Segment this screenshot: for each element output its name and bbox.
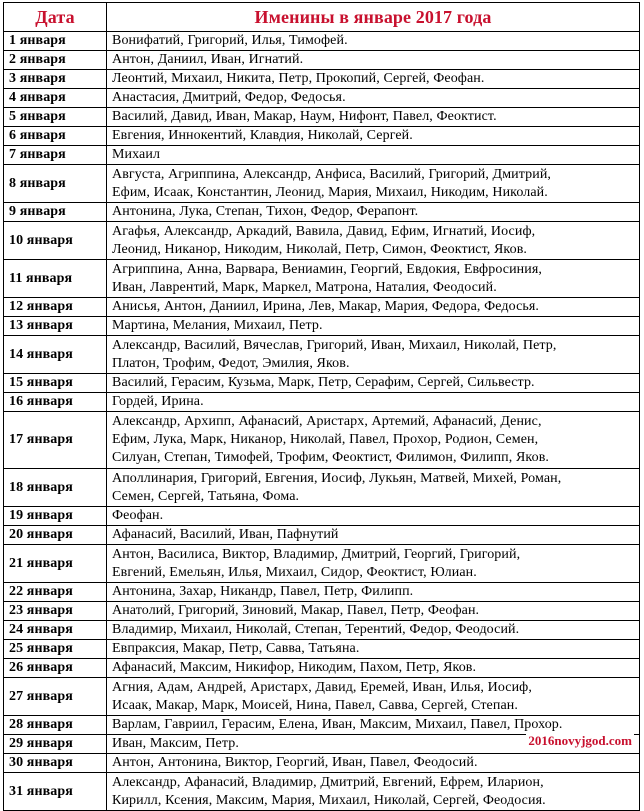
names-line: Гордей, Ирина.: [112, 394, 204, 409]
row-date: 19 января: [4, 507, 107, 526]
table-row: [4, 412, 640, 469]
names-line: Анастасия, Дмитрий, Федор, Федосья.: [112, 90, 346, 105]
table-row: [4, 32, 640, 51]
row-date: 11 января: [4, 260, 107, 298]
row-names: [107, 659, 640, 678]
names-line: Агриппина, Анна, Варвара, Вениамин, Георгий, Евдокия, Евфросиния,: [112, 261, 542, 277]
row-date: 29 января: [4, 735, 107, 754]
table-row: [4, 469, 640, 507]
names-line: Вонифатий, Григорий, Илья, Тимофей.: [112, 33, 348, 48]
names-line: Иван, Максим, Петр.: [112, 736, 239, 751]
table-row: [4, 621, 640, 640]
row-names: [107, 298, 640, 317]
row-names: [107, 203, 640, 222]
names-line: Варлам, Гавриил, Герасим, Елена, Иван, Максим, Михаил, Павел, Прохор.: [112, 717, 563, 732]
row-names: [107, 602, 640, 621]
names-line: Анатолий, Григорий, Зиновий, Макар, Павел, Петр, Феофан.: [112, 603, 480, 618]
names-line: Евгений, Емельян, Илья, Михаил, Сидор, Феоктист, Юлиан.: [112, 564, 477, 580]
names-line: Кирилл, Ксения, Максим, Мария, Михаил, Николай, Сергей, Феодосия.: [112, 792, 546, 808]
names-line: Александр, Архипп, Афанасий, Аристарх, Артемий, Афанасий, Денис,: [112, 414, 542, 429]
row-names: [107, 393, 640, 412]
row-date: 15 января: [4, 374, 107, 393]
names-line: Мартина, Мелания, Михаил, Петр.: [112, 318, 323, 333]
table-row: [4, 754, 640, 773]
row-names: [107, 640, 640, 659]
names-line: Леонтий, Михаил, Никита, Петр, Прокопий, Сергей, Феофан.: [112, 71, 485, 86]
names-line: Леонид, Никанор, Никодим, Николай, Петр, Симон, Феоктист, Яков.: [112, 241, 527, 257]
row-date: 9 января: [4, 203, 107, 222]
table-row: [4, 773, 640, 811]
table-row: [4, 70, 640, 89]
row-names: [107, 336, 640, 374]
row-date: 18 января: [4, 469, 107, 507]
date-column-header: Дата: [4, 3, 107, 32]
names-line: Агафья, Александр, Аркадий, Вавила, Давид, Ефим, Игнатий, Иосиф,: [112, 223, 536, 239]
row-date: 2 января: [4, 51, 107, 70]
table-row: [4, 583, 640, 602]
row-date: 8 января: [4, 165, 107, 203]
table-row: [4, 89, 640, 108]
row-date: 14 января: [4, 336, 107, 374]
table-row: [4, 51, 640, 70]
row-date: 27 января: [4, 678, 107, 716]
row-date: 28 января: [4, 716, 107, 735]
row-names: [107, 507, 640, 526]
row-date: 3 января: [4, 70, 107, 89]
names-line: Антонина, Захар, Никандр, Павел, Петр, Филипп.: [112, 584, 414, 599]
table-row: [4, 260, 640, 298]
names-line: Афанасий, Василий, Иван, Пафнутий: [112, 527, 339, 542]
row-names: [107, 583, 640, 602]
row-names: [107, 165, 640, 203]
row-names: [107, 222, 640, 260]
row-names: [107, 32, 640, 51]
row-date: 23 января: [4, 602, 107, 621]
table-row: [4, 108, 640, 127]
table-row: [4, 640, 640, 659]
names-line: Михаил: [112, 147, 161, 162]
names-line: Евпраксия, Макар, Петр, Савва, Татьяна.: [112, 641, 360, 656]
row-date: 21 января: [4, 545, 107, 583]
row-date: 26 января: [4, 659, 107, 678]
table-row: [4, 526, 640, 545]
table-row: [4, 165, 640, 203]
names-line: Александр, Василий, Вячеслав, Григорий, Иван, Михаил, Николай, Петр,: [112, 337, 557, 353]
row-date: 5 января: [4, 108, 107, 127]
table-row: [4, 545, 640, 583]
table-row: [4, 317, 640, 336]
row-names: [107, 317, 640, 336]
names-line: Антонина, Лука, Степан, Тихон, Федор, Ферапонт.: [112, 204, 419, 219]
names-line: Евгения, Иннокентий, Клавдия, Николай, Сергей.: [112, 128, 413, 143]
row-date: 6 января: [4, 127, 107, 146]
names-line: Иван, Лаврентий, Марк, Маркел, Матрона, Наталия, Феодосий.: [112, 279, 497, 295]
row-date: 30 января: [4, 754, 107, 773]
table-row: [4, 716, 640, 735]
row-names: [107, 374, 640, 393]
row-date: 12 января: [4, 298, 107, 317]
names-line: Агния, Адам, Андрей, Аристарх, Давид, Еремей, Иван, Илья, Иосиф,: [112, 679, 532, 695]
names-line: Аполлинария, Григорий, Евгения, Иосиф, Лукьян, Матвей, Михей, Роман,: [112, 470, 562, 486]
table-row: [4, 336, 640, 374]
table-row: [4, 127, 640, 146]
row-names: [107, 545, 640, 583]
names-line: Ефим, Лука, Марк, Никанор, Николай, Павел, Прохор, Родион, Семен,: [112, 432, 539, 447]
table-row: [4, 374, 640, 393]
row-date: 10 января: [4, 222, 107, 260]
row-date: 1 января: [4, 32, 107, 51]
row-names: [107, 469, 640, 507]
names-line: Антон, Антонина, Виктор, Георгий, Иван, Павел, Феодосий.: [112, 755, 478, 770]
row-names: [107, 127, 640, 146]
row-names: [107, 70, 640, 89]
table-row: [4, 298, 640, 317]
row-date: 20 января: [4, 526, 107, 545]
table-row: [4, 146, 640, 165]
table-row: [4, 393, 640, 412]
row-names: [107, 108, 640, 127]
row-names: [107, 526, 640, 545]
table-header-row: [4, 3, 640, 32]
table-title: Именины в январе 2017 года: [107, 3, 640, 32]
row-date: 25 января: [4, 640, 107, 659]
names-line: Василий, Герасим, Кузьма, Марк, Петр, Серафим, Сергей, Сильвестр.: [112, 375, 535, 390]
row-names: [107, 412, 640, 469]
names-line: Исаак, Макар, Марк, Моисей, Нина, Павел, Савва, Сергей, Степан.: [112, 697, 518, 713]
row-names: [107, 754, 640, 773]
row-names: [107, 621, 640, 640]
row-date: 17 января: [4, 412, 107, 469]
names-line: Афанасий, Максим, Никифор, Никодим, Пахом, Петр, Яков.: [112, 660, 477, 675]
table-row: [4, 659, 640, 678]
row-names: [107, 260, 640, 298]
row-date: 13 января: [4, 317, 107, 336]
row-date: 7 января: [4, 146, 107, 165]
row-names: [107, 773, 640, 811]
row-date: 31 января: [4, 773, 107, 811]
table-row: [4, 222, 640, 260]
row-date: 4 января: [4, 89, 107, 108]
row-names: [107, 716, 640, 735]
names-line: Ефим, Исаак, Константин, Леонид, Мария, Михаил, Никодим, Николай.: [112, 184, 548, 200]
row-names: [107, 51, 640, 70]
row-date: 16 января: [4, 393, 107, 412]
table-body: [4, 32, 640, 811]
names-line: Силуан, Степан, Тимофей, Трофим, Феоктист, Филимон, Филипп, Яков.: [112, 450, 550, 465]
names-line: Августа, Агриппина, Александр, Анфиса, Василий, Григорий, Дмитрий,: [112, 166, 552, 182]
names-line: Василий, Давид, Иван, Макар, Наум, Нифонт, Павел, Феоктист.: [112, 109, 497, 124]
names-line: Феофан.: [112, 508, 164, 523]
row-names: [107, 678, 640, 716]
row-date: 22 января: [4, 583, 107, 602]
watermark: 2016novyjgod.com: [528, 733, 632, 748]
name-days-table: [3, 2, 640, 811]
names-line: Платон, Трофим, Федот, Эмилия, Яков.: [112, 355, 350, 371]
row-names: [107, 89, 640, 108]
table-row: [4, 602, 640, 621]
table-row: [4, 678, 640, 716]
table-row: [4, 203, 640, 222]
table-row: [4, 507, 640, 526]
names-line: Антон, Василиса, Виктор, Владимир, Дмитрий, Георгий, Григорий,: [112, 546, 521, 562]
names-line: Анисья, Антон, Даниил, Ирина, Лев, Макар, Мария, Федора, Федосья.: [112, 299, 540, 314]
names-line: Антон, Даниил, Иван, Игнатий.: [112, 52, 304, 67]
names-line: Семен, Сергей, Татьяна, Фома.: [112, 488, 300, 504]
names-line: Владимир, Михаил, Николай, Степан, Терентий, Федор, Феодосий.: [112, 622, 520, 637]
row-names: [107, 146, 640, 165]
row-date: 24 января: [4, 621, 107, 640]
names-line: Александр, Афанасий, Владимир, Дмитрий, Евгений, Ефрем, Иларион,: [112, 774, 544, 790]
